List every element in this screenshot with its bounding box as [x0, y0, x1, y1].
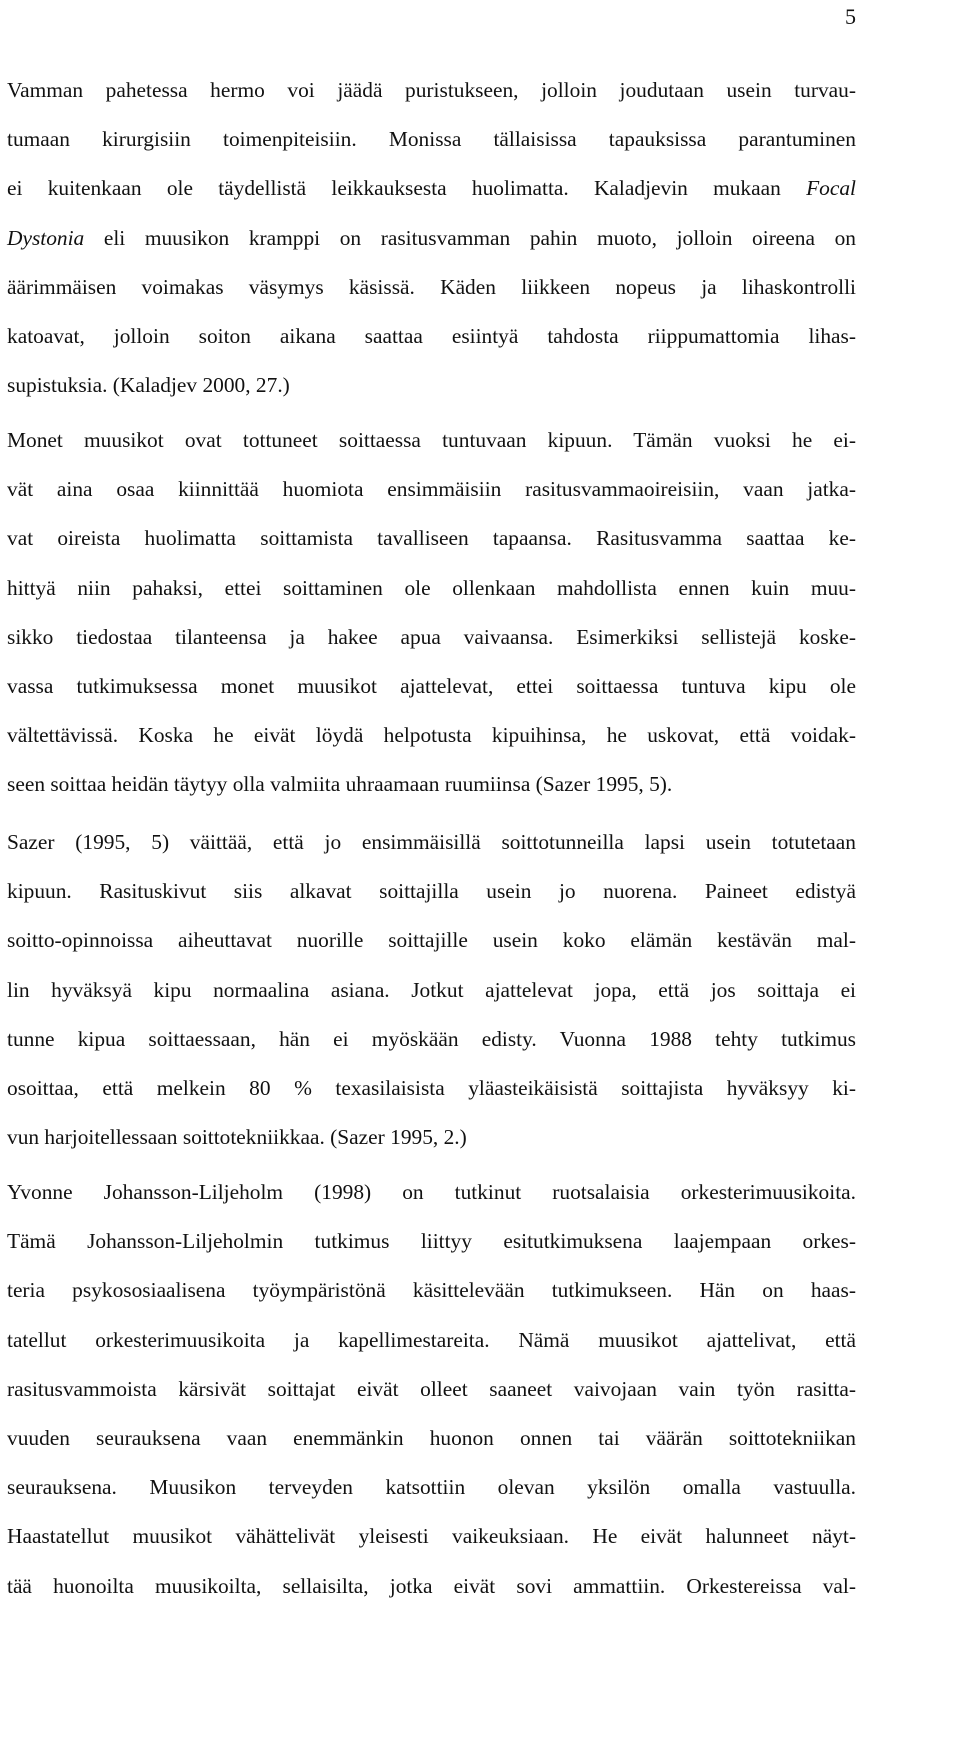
text-line: sikko tiedostaa tilanteensa ja hakee apua vaivaansa. Esimerkiksi sellistejä koske- [7, 624, 856, 649]
text-line: seen soittaa heidän täytyy olla valmiita uhraamaan ruumiinsa (Sazer 1995, 5). [7, 772, 673, 797]
text-line: tää huonoilta muusikoilta, sellaisilta, jotka eivät sovi ammattiin. Orkestereissa val- [7, 1573, 856, 1598]
text-line: Tämä Johansson-Liljeholmin tutkimus liittyy esitutkimuksena laajempaan orkes- [7, 1229, 856, 1254]
text-line: Sazer (1995, 5) väittää, että jo ensimmäisillä soittotunneilla lapsi usein totutetaan [7, 830, 856, 854]
text-line-with-italic [7, 164, 856, 213]
text-line: vassa tutkimuksessa monet muusikot ajattelevat, ettei soittaessa tuntuva kipu ole [7, 674, 856, 699]
document-body [7, 66, 856, 1598]
text-line: tumaan kirurgisiin toimenpiteisiin. Monissa tällaisissa tapauksissa parantuminen [7, 127, 856, 152]
italic-term: Focal [806, 176, 856, 201]
text-line: rasitusvammoista kärsivät soittajat eivät olleet saaneet vaivojaan vain työn rasitta- [7, 1376, 856, 1401]
text-line: katoavat, jolloin soiton aikana saattaa esiintyä tahdosta riippumattomia lihas- [7, 324, 856, 349]
text-line: Yvonne Johansson-Liljeholm (1998) on tutkinut ruotsalaisia orkesterimuusikoita. [7, 1180, 856, 1204]
text-line: tunne kipua soittaessaan, hän ei myöskään edisty. Vuonna 1988 tehty tutkimus [7, 1026, 856, 1051]
italic-term: Dystonia [7, 225, 85, 250]
text-line: Vamman pahetessa hermo voi jäädä puristukseen, jolloin joudutaan usein turvau- [7, 78, 856, 102]
paragraph-2 [7, 416, 856, 797]
text-fragment: Dystonia eli muusikon kramppi on rasitusvamman pahin muoto, jolloin oireena on [7, 225, 856, 250]
text-line: Haastatellut muusikot vähättelivät yleisesti vaikeuksiaan. He eivät halunneet näyt- [7, 1524, 856, 1549]
text-line: kipuun. Rasituskivut siis alkavat soittajilla usein jo nuorena. Paineet edistyä [7, 879, 856, 904]
text-line-with-italic [7, 214, 856, 263]
text-line: vuuden seurauksena vaan enemmänkin huonon onnen tai väärän soittotekniikan [7, 1426, 856, 1451]
text-line: soitto-opinnoissa aiheuttavat nuorille soittajille usein koko elämän kestävän mal- [7, 928, 856, 953]
text-fragment: ei kuitenkaan ole täydellistä leikkauksesta huolimatta. Kaladjevin mukaan Focal [7, 176, 856, 201]
text-line: äärimmäisen voimakas väsymys käsissä. Käden liikkeen nopeus ja lihaskontrolli [7, 274, 856, 299]
page-number: 5 [845, 4, 856, 29]
text-line: vat oireista huolimatta soittamista tavalliseen tapaansa. Rasitusvamma saattaa ke- [7, 526, 856, 551]
text-line: osoittaa, että melkein 80 % texasilaisista yläasteikäisistä soittajista hyväksyy ki- [7, 1076, 856, 1101]
text-line: Monet muusikot ovat tottuneet soittaessa tuntuvaan kipuun. Tämän vuoksi he ei- [7, 428, 856, 452]
paragraph-3 [7, 818, 856, 1150]
text-line: supistuksia. (Kaladjev 2000, 27.) [7, 373, 290, 398]
text-line: vältettävissä. Koska he eivät löydä helpotusta kipuihinsa, he uskovat, että voidak- [7, 723, 856, 748]
paragraph-1 [7, 66, 856, 398]
text-line: vät aina osaa kiinnittää huomiota ensimmäisiin rasitusvammaoireisiin, vaan jatka- [7, 477, 856, 502]
paragraph-4 [7, 1168, 856, 1598]
text-line: seurauksena. Muusikon terveyden katsottiin olevan yksilön omalla vastuulla. [7, 1475, 856, 1500]
text-line: lin hyväksyä kipu normaalina asiana. Jotkut ajattelevat jopa, että jos soittaja ei [7, 977, 856, 1002]
text-line: teria psykososiaalisena työympäristönä käsittelevään tutkimukseen. Hän on haas- [7, 1278, 856, 1303]
text-line: hittyä niin pahaksi, ettei soittaminen ole ollenkaan mahdollista ennen kuin muu- [7, 575, 856, 600]
text-line: tatellut orkesterimuusikoita ja kapellimestareita. Nämä muusikot ajattelivat, että [7, 1327, 856, 1352]
text-line: vun harjoitellessaan soittotekniikkaa. (Sazer 1995, 2.) [7, 1125, 467, 1150]
